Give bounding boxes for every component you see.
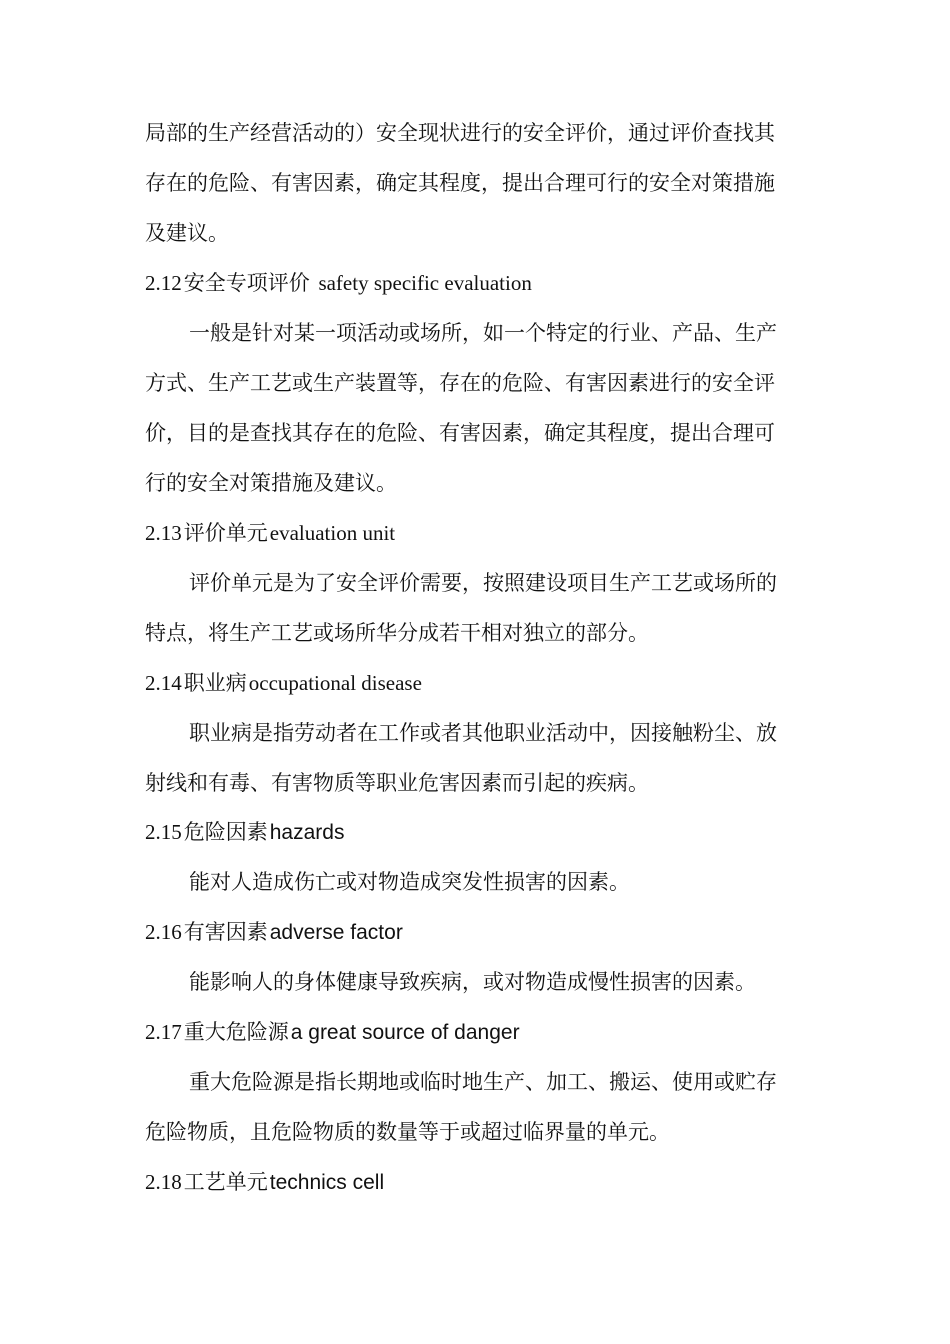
body-line: 评价单元是为了安全评价需要，按照建设项目生产工艺或场所的: [189, 571, 777, 595]
section-number: 2.12: [145, 271, 182, 295]
section-title-en: a great source of danger: [290, 1021, 520, 1044]
section-heading-2-13: [145, 519, 395, 547]
section-number: 2.18: [145, 1170, 182, 1194]
section-title-cn: 危险因素: [183, 820, 268, 844]
section-heading-2-17: [145, 1018, 520, 1047]
body-line: 射线和有毒、有害物质等职业危害因素而引起的疾病。: [145, 771, 649, 795]
body-line: 重大危险源是指长期地或临时地生产、加工、搬运、使用或贮存: [189, 1070, 777, 1094]
intro-line: 及建议。: [145, 221, 229, 245]
section-heading-2-16: [145, 918, 403, 947]
body-line: 特点，将生产工艺或场所华分成若干相对独立的部分。: [145, 621, 649, 645]
body-line: 职业病是指劳动者在工作或者其他职业活动中，因接触粉尘、放: [189, 721, 777, 745]
section-heading-2-12: [145, 269, 532, 297]
section-title-en: occupational disease: [248, 671, 422, 695]
section-title-cn: 职业病: [183, 671, 247, 695]
section-title-cn: 重大危险源: [183, 1020, 289, 1044]
body-line: 一般是针对某一项活动或场所，如一个特定的行业、产品、生产: [189, 321, 777, 345]
section-title-en: technics cell: [269, 1171, 385, 1194]
section-number: 2.16: [145, 920, 182, 944]
section-number: 2.15: [145, 820, 182, 844]
body-line: 价，目的是查找其存在的危险、有害因素，确定其程度，提出合理可: [145, 421, 775, 445]
body-line: 危险物质，且危险物质的数量等于或超过临界量的单元。: [145, 1120, 670, 1144]
section-number: 2.17: [145, 1020, 182, 1044]
section-title-en: safety specific evaluation: [318, 271, 532, 295]
section-title-en: adverse factor: [269, 921, 403, 944]
section-title-cn: 工艺单元: [183, 1170, 268, 1194]
section-title-cn: 安全专项评价: [183, 271, 310, 295]
section-heading-2-18: [145, 1168, 384, 1197]
intro-line: 局部的生产经营活动的）安全现状进行的安全评价，通过评价查找其: [145, 121, 775, 145]
section-title-cn: 评价单元: [183, 521, 268, 545]
section-number: 2.14: [145, 671, 182, 695]
section-number: 2.13: [145, 521, 182, 545]
section-heading-2-14: [145, 669, 422, 697]
section-heading-2-15: [145, 818, 344, 847]
body-line: 行的安全对策措施及建议。: [145, 471, 397, 495]
section-title-cn: 有害因素: [183, 920, 268, 944]
intro-line: 存在的危险、有害因素，确定其程度，提出合理可行的安全对策措施: [145, 171, 775, 195]
body-line: 能影响人的身体健康导致疾病，或对物造成慢性损害的因素。: [189, 970, 756, 994]
body-line: 方式、生产工艺或生产装置等，存在的危险、有害因素进行的安全评: [145, 371, 775, 395]
section-title-en: evaluation unit: [269, 521, 396, 545]
body-line: 能对人造成伤亡或对物造成突发性损害的因素。: [189, 870, 630, 894]
section-title-en: hazards: [269, 821, 345, 844]
